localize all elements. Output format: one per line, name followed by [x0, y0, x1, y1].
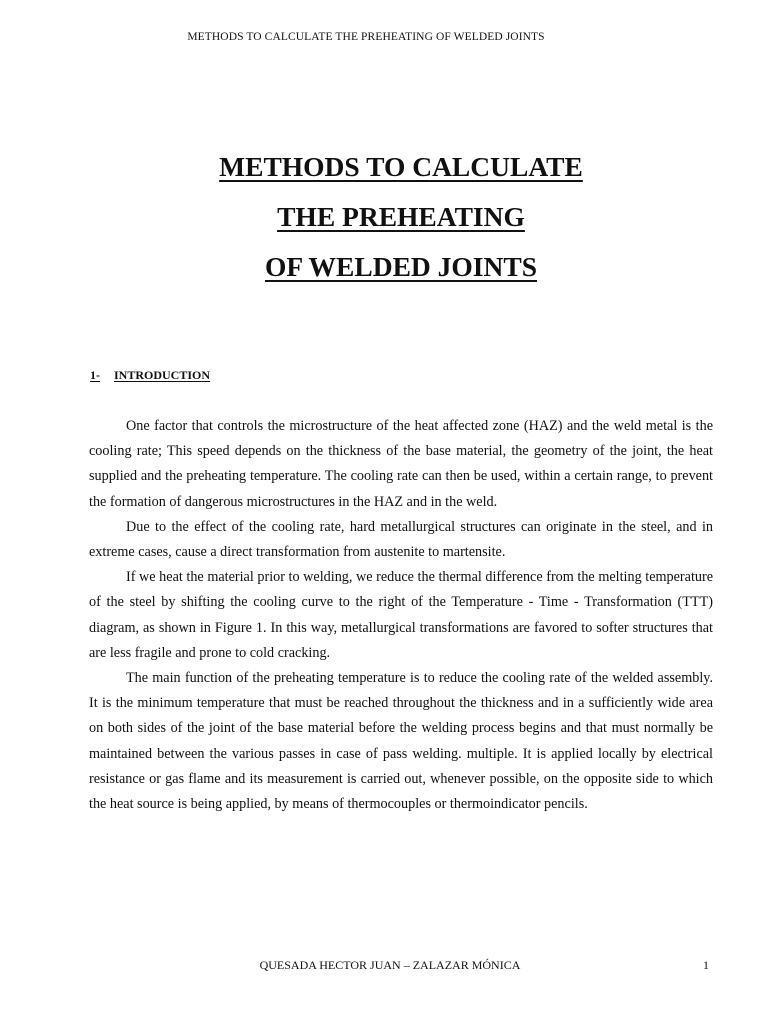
section-heading	[90, 368, 210, 383]
page-number: 1	[703, 958, 709, 972]
footer-authors: QUESADA HECTOR JUAN – ZALAZAR MÓNICA	[259, 958, 521, 972]
title-line-3: OF WELDED JOINTS	[264, 251, 537, 282]
paragraph: Due to the effect of the cooling rate, hard metallurgical structures can originate in the steel, and in extreme cases, cause a direct transformation from austenite to martensite.	[89, 518, 713, 561]
title-line-1: METHODS TO CALCULATE	[219, 151, 583, 182]
paragraph: The main function of the preheating temperature is to reduce the cooling rate of the welded assembly. It is the minimum temperature that must be reached throughout the thickness and in a sufficiently wide area on both sides of the joint of the base material before the welding process begins and that must normally be maintained between the various passes in case of pass welding. multiple. It is applied locally by electrical resistance or gas flame and its measurement is carried out, whenever possible, on the opposite side to which the heat source is being applied, by means of thermocouples or thermoindicator pencils.	[89, 670, 713, 813]
paragraph: One factor that controls the microstructure of the heat affected zone (HAZ) and the weld metal is the cooling rate; This speed depends on the thickness of the base material, the geometry of the joint, the heat supplied and the preheating temperature. The cooling rate can then be used, within a certain range, to prevent the formation of dangerous microstructures in the HAZ and in the weld.	[89, 418, 713, 510]
paragraph: If we heat the material prior to welding, we reduce the thermal difference from the melting temperature of the steel by shifting the cooling curve to the right of the Temperature - Time - Transformation (TTT) diagram, as shown in Figure 1. In this way, metallurgical transformations are favored to softer structures that are less fragile and prone to cold cracking.	[89, 569, 713, 661]
document-title	[0, 142, 768, 292]
section-number: 1-	[90, 368, 100, 382]
section-title: INTRODUCTION	[114, 368, 211, 382]
title-line-2: THE PREHEATING	[277, 201, 525, 232]
running-header: METHODS TO CALCULATE THE PREHEATING OF WELDED JOINTS	[187, 31, 545, 43]
body-text	[89, 414, 713, 817]
